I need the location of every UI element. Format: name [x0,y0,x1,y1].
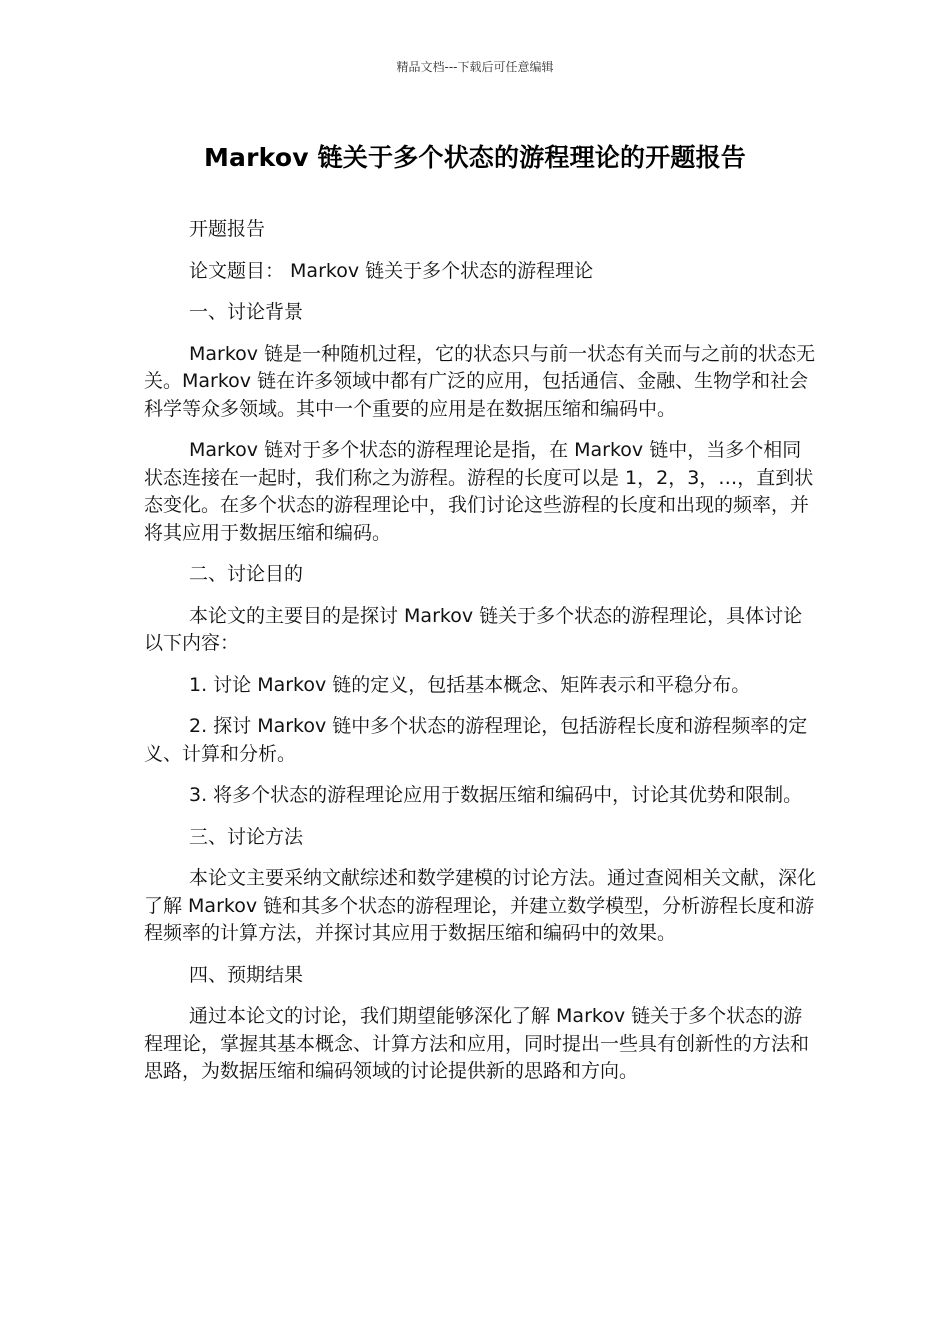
paragraph-purpose-intro: 本论文的主要目的是探讨 Markov 链关于多个状态的游程理论，具体讨论以下内容： [144,604,803,654]
document-body [144,216,816,1100]
paragraph-expected-results: 通过本论文的讨论，我们期望能够深化了解 Markov 链关于多个状态的游程理论，掌握其基本概念、计算方法和应用，同时提出一些具有创新性的方法和思路，为数据压缩和编码领域的讨论提供新的思路和方向。 [144,1005,810,1082]
section-heading-purpose: 二、讨论目的 [189,563,304,585]
paragraph-method: 本论文主要采纳文献综述和数学建模的讨论方法。通过查阅相关文献，深化了解 Markov 链和其多个状态的游程理论，并建立数学模型，分析游程长度和游程频率的计算方法，并探讨其应用于数据压缩和编码中的效果。 [144,867,817,944]
list-item-3: 3. 将多个状态的游程理论应用于数据压缩和编码中，讨论其优势和限制。 [189,784,803,806]
document-title: Markov 链关于多个状态的游程理论的开题报告 [203,143,746,172]
section-heading-expected-results: 四、预期结果 [189,963,304,986]
thesis-title-line: 论文题目： Markov 链关于多个状态的游程理论 [189,259,594,282]
section-heading-background: 一、讨论背景 [189,301,304,323]
paragraph-background-2: Markov 链对于多个状态的游程理论是指，在 Markov 链中，当多个相同状态连接在一起时，我们称之为游程。游程的长度可以是 1，2，3，…，直到状态变化。在多个状态的游程理论中，我们讨论这些游程的长度和出现的频率，并将其应用于数据压缩和编码。 [144,439,814,544]
section-heading-method: 三、讨论方法 [189,825,304,848]
list-item-1: 1. 讨论 Markov 链的定义，包括基本概念、矩阵表示和平稳分布。 [189,673,751,696]
paragraph-background-1: Markov 链是一种随机过程，它的状态只与前一状态有关而与之前的状态无关。Markov 链在许多领域中都有广泛的应用，包括通信、金融、生物学和社会科学等众多领域。其中一个重要的应用是在数据压缩和编码中。 [144,342,816,420]
header-note: 精品文档---下载后可任意编辑 [396,60,554,74]
section-label-report: 开题报告 [189,218,266,240]
list-item-2: 2. 探讨 Markov 链中多个状态的游程理论，包括游程长度和游程频率的定义、计算和分析。 [144,715,808,765]
